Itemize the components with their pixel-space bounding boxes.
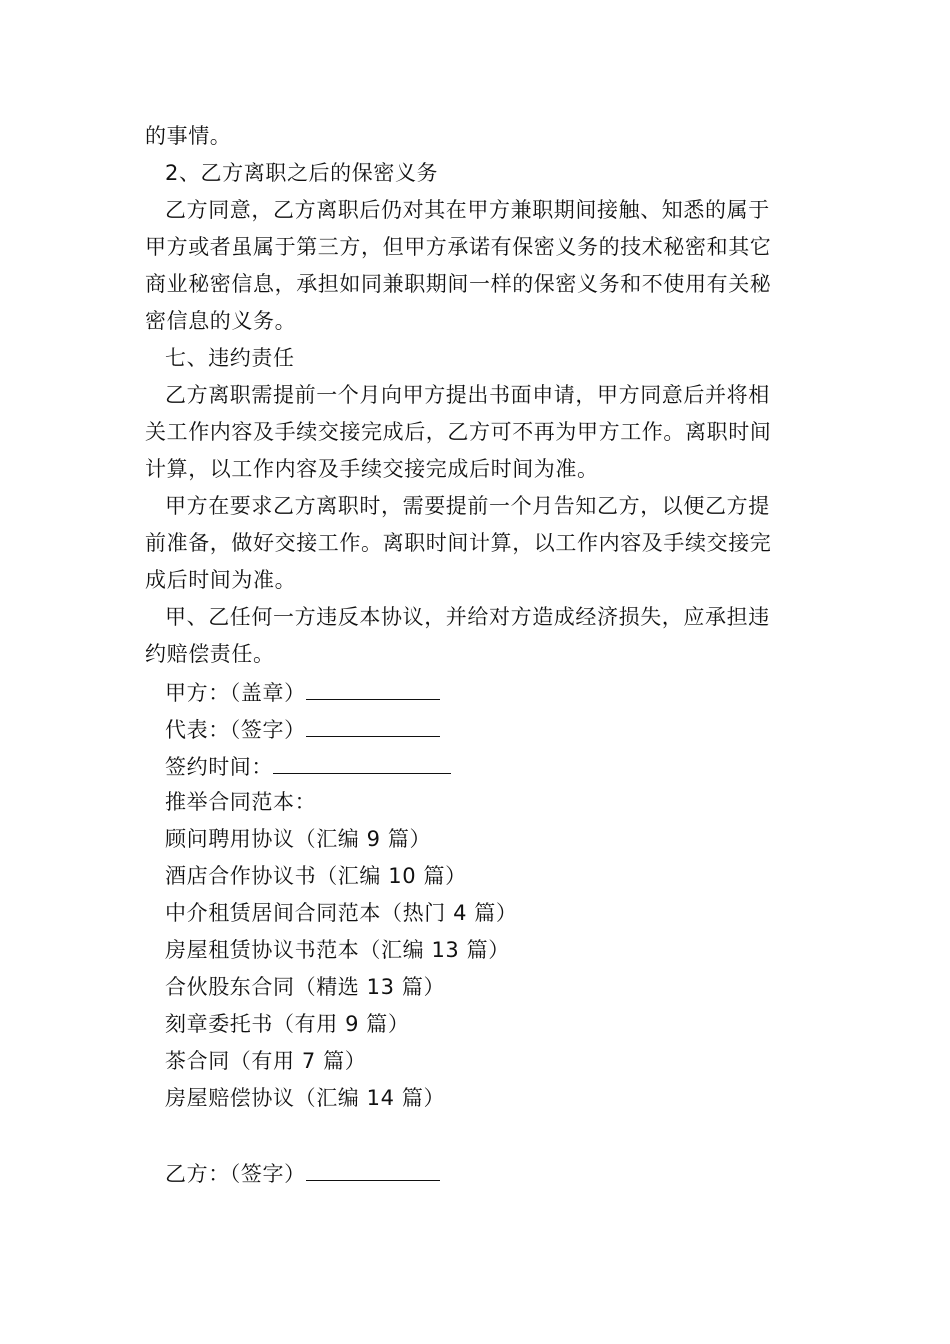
paragraph-line: 前准备，做好交接工作。离职时间计算，以工作内容及手续交接完 xyxy=(145,531,772,555)
recommend-item[interactable]: 顾问聘用协议（汇编 9 篇） xyxy=(165,827,432,851)
representative-blank xyxy=(306,710,440,737)
paragraph-line: 成后时间为准。 xyxy=(145,568,297,592)
spacer xyxy=(145,1117,810,1154)
party-a-label: 甲方：（盖章） xyxy=(165,681,306,705)
party-b-blank xyxy=(306,1154,440,1181)
paragraph-line: 密信息的义务。 xyxy=(145,309,297,333)
paragraph-line: 甲方在要求乙方离职时，需要提前一个月告知乙方，以便乙方提 xyxy=(165,494,770,518)
paragraph-line: 甲、乙任何一方违反本协议，并给对方造成经济损失，应承担违 xyxy=(165,605,770,629)
party-a-signature-line xyxy=(145,673,810,710)
subsection-heading: 2、乙方离职之后的保密义务 xyxy=(165,161,439,185)
recommend-item[interactable]: 刻章委托书（有用 9 篇） xyxy=(165,1012,410,1036)
sign-date-line xyxy=(145,747,810,784)
recommend-item[interactable]: 茶合同（有用 7 篇） xyxy=(165,1049,367,1073)
representative-label: 代表：（签字） xyxy=(165,718,306,742)
paragraph-line: 的事情。 xyxy=(145,124,232,148)
recommend-title: 推举合同范本： xyxy=(165,790,317,814)
recommend-item[interactable]: 房屋赔偿协议（汇编 14 篇） xyxy=(165,1086,446,1110)
section-heading: 七、违约责任 xyxy=(165,346,295,370)
recommend-item[interactable]: 中介租赁居间合同范本（热门 4 篇） xyxy=(165,901,518,925)
recommend-item[interactable]: 房屋租赁协议书范本（汇编 13 篇） xyxy=(165,938,510,962)
party-b-label: 乙方：（签字） xyxy=(165,1162,306,1186)
paragraph-line: 乙方同意，乙方离职后仍对其在甲方兼职期间接触、知悉的属于 xyxy=(165,198,770,222)
paragraph-line: 商业秘密信息，承担如同兼职期间一样的保密义务和不使用有关秘 xyxy=(145,272,772,296)
paragraph-line: 约赔偿责任。 xyxy=(145,642,275,666)
representative-signature-line xyxy=(145,710,810,747)
paragraph-line: 乙方离职需提前一个月向甲方提出书面申请，甲方同意后并将相 xyxy=(165,383,770,407)
paragraph-line: 甲方或者虽属于第三方，但甲方承诺有保密义务的技术秘密和其它 xyxy=(145,235,772,259)
sign-date-label: 签约时间： xyxy=(165,755,273,779)
party-b-signature-line xyxy=(145,1154,810,1191)
party-a-blank xyxy=(306,673,440,700)
document-body xyxy=(145,118,810,1191)
recommend-item[interactable]: 合伙股东合同（精选 13 篇） xyxy=(165,975,446,999)
sign-date-blank xyxy=(273,747,451,774)
paragraph-line: 关工作内容及手续交接完成后，乙方可不再为甲方工作。离职时间 xyxy=(145,420,772,444)
paragraph-line: 计算，以工作内容及手续交接完成后时间为准。 xyxy=(145,457,599,481)
recommend-item[interactable]: 酒店合作协议书（汇编 10 篇） xyxy=(165,864,467,888)
